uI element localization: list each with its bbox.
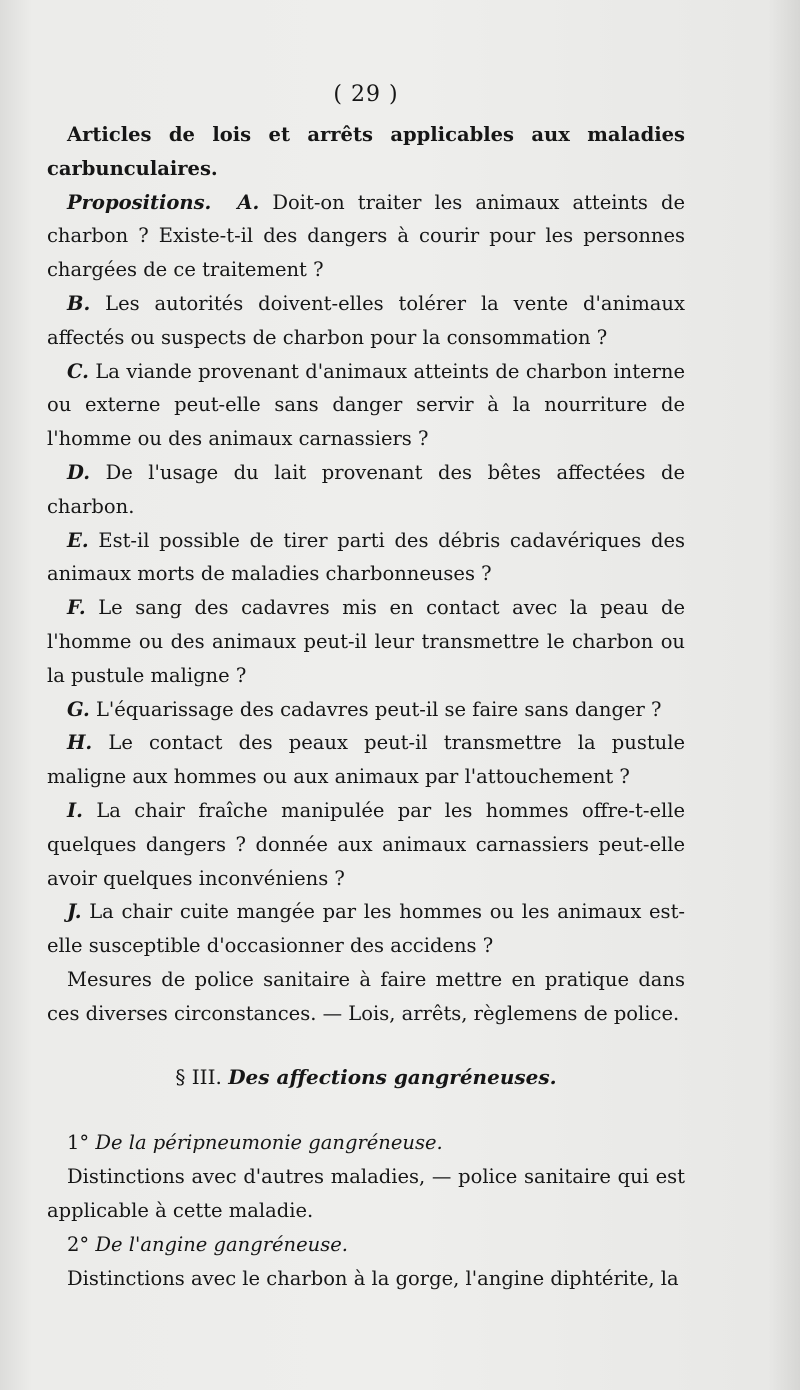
propositions-label: Propositions. [67, 190, 212, 214]
proposition-g [47, 693, 685, 727]
proposition-i [47, 794, 685, 895]
proposition-text: Le sang des cadavres mis en contact avec la peau de l'homme ou des animaux peut-il leur transmettre le charbon ou la pustule maligne ? [47, 596, 686, 687]
proposition-c [47, 355, 685, 456]
proposition-text: La chair cuite mangée par les hommes ou les animaux est-elle susceptible d'occasionner des accidens ? [47, 900, 685, 958]
subsection-title: De l'angine gangréneuse. [95, 1232, 348, 1256]
subsection-1-text: Distinctions avec d'autres maladies, — police sanitaire qui est applicable à cette maladie. [47, 1165, 685, 1222]
section-number: § III. [175, 1064, 222, 1089]
proposition-text: Le contact des peaux peut-il transmettre la pustule maligne aux hommes ou aux animaux par l'attouchement ? [47, 731, 686, 789]
subsection-number: 2° [67, 1232, 90, 1256]
page-text-block [47, 80, 685, 1295]
subsection-2-heading [47, 1228, 685, 1262]
proposition-j [47, 895, 685, 963]
proposition-text: Doit-on traiter les animaux atteints de charbon ? Existe-t-il des dangers à courir pour les personnes chargées de ce traitement ? [47, 190, 686, 282]
proposition-letter: G. [67, 697, 90, 721]
proposition-letter: E. [67, 528, 89, 552]
proposition-b [47, 287, 685, 355]
proposition-text: L'équarissage des cadavres peut-il se faire sans danger ? [95, 697, 662, 721]
subsection-number: 1° [67, 1131, 90, 1155]
proposition-letter: J. [67, 900, 82, 924]
proposition-text: La chair fraîche manipulée par les hommes offre-t-elle quelques dangers ? donnée aux animaux carnassiers peut-elle avoir quelques inconvéniens ? [47, 798, 685, 890]
intro-paragraph: Articles de lois et arrêts applicables aux maladies carbunculaires. [47, 123, 685, 180]
proposition-letter: C. [67, 359, 89, 383]
proposition-text: Les autorités doivent-elles tolérer la vente d'animaux affectés ou suspects de charbon pour la consommation ? [47, 291, 685, 349]
proposition-text: De l'usage du lait provenant des bêtes affectées de charbon. [47, 460, 685, 518]
page-number: ( 29 ) [333, 82, 399, 107]
proposition-d [47, 456, 685, 524]
section-heading [47, 1061, 685, 1095]
measures-paragraph: Mesures de police sanitaire à faire mettre en pratique dans ces diverses circonstances. — Lois, arrêts, règlemens de police. [47, 967, 685, 1025]
subsection-2-text: Distinctions avec le charbon à la gorge, l'angine diphtérite, la [67, 1266, 679, 1290]
proposition-text: La viande provenant d'animaux atteints de charbon interne ou externe peut-elle sans danger servir à la nourriture de l'homme ou des animaux carnassiers ? [47, 359, 686, 451]
section-title: Des affections gangréneuses. [228, 1064, 557, 1089]
proposition-h [47, 726, 685, 794]
proposition-text: Est-il possible de tirer parti des débris cadavériques des animaux morts de maladies charbonneuses ? [47, 528, 686, 586]
subsection-title: De la péripneumonie gangréneuse. [95, 1131, 443, 1155]
proposition-a [47, 186, 685, 287]
proposition-e [47, 524, 685, 592]
proposition-letter: F. [67, 596, 86, 620]
proposition-letter: D. [67, 460, 91, 484]
proposition-letter: A. [237, 190, 260, 214]
proposition-letter: B. [67, 291, 91, 315]
proposition-letter: H. [67, 731, 93, 755]
proposition-f [47, 591, 685, 692]
subsection-1-heading [47, 1126, 685, 1160]
proposition-letter: I. [67, 798, 83, 822]
